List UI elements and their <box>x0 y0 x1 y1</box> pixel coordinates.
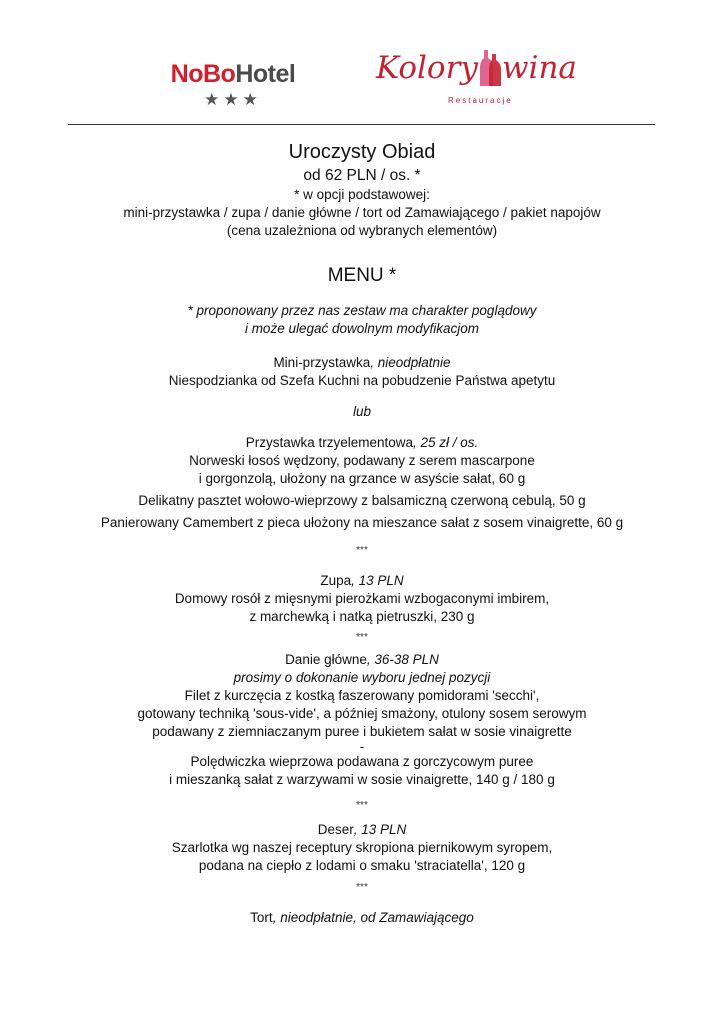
main-course-note: prosimy o dokonanie wyboru jednej pozycji <box>233 670 491 685</box>
logo-nobo-text: NoBo <box>170 60 236 88</box>
dessert-price: , 13 PLN <box>353 822 407 837</box>
logo-wina-text: wina <box>502 50 577 86</box>
soup-price: , 13 PLN <box>351 573 404 588</box>
cake-heading <box>0 909 724 927</box>
option-dash: - <box>359 739 365 754</box>
starter-name: Przystawka trzyelementowa <box>245 435 414 450</box>
dessert-desc-2: podana na ciepło z lodami o smaku 'straciatella', 120 g <box>198 858 526 873</box>
basic-option-items: mini-przystawka / zupa / danie główne / tort od Zamawiającego / pakiet napojów <box>123 205 601 220</box>
starter-item-1b: i gorgonzolą, ułożony na grzance w asyście sałat, 60 g <box>198 471 526 486</box>
soup-desc-1: Domowy rosół z mięsnymi pierożkami wzbogaconymi imbirem, <box>174 591 550 606</box>
basic-option-note: * w opcji podstawowej: <box>294 187 430 202</box>
dessert-heading <box>0 821 724 839</box>
soup-name: Zupa <box>320 573 352 588</box>
main-course-name: Danie główne <box>285 652 367 667</box>
dessert-desc-1: Szarlotka wg naszej receptury skropiona piernikowym syropem, <box>171 840 553 855</box>
or-divider: lub <box>352 404 371 419</box>
menu-disclaimer-1: * proponowany przez nas zestaw ma charakter poglądowy <box>187 303 537 318</box>
section-separator: *** <box>356 545 368 556</box>
starter-heading <box>0 434 724 452</box>
main-course-option-2b: i mieszanką sałat z warzywami w sosie vinaigrette, 140 g / 180 g <box>169 772 555 787</box>
page-title: Uroczysty Obiad <box>288 141 436 163</box>
mini-appetizer-desc: Niespodzianka od Szefa Kuchni na pobudzenie Państwa apetytu <box>168 373 556 388</box>
menu-disclaimer-2: i może ulegać dowolnym modyfikacjom <box>244 321 480 336</box>
kolory-wina-logo <box>376 44 577 110</box>
header-divider <box>68 124 655 125</box>
dessert-name: Deser <box>317 822 354 837</box>
logo-kolory-text: Kolory <box>376 50 478 86</box>
section-separator: *** <box>356 882 368 893</box>
soup-heading <box>0 572 724 590</box>
base-price: od 62 PLN / os. * <box>303 167 421 184</box>
logo-hotel-text: Hotel <box>235 60 296 88</box>
starter-item-3: Panierowany Camembert z pieca ułożony na mieszance sałat z sosem vinaigrette, 60 g <box>100 515 624 530</box>
logo-restauracje-text: Restauracje <box>448 96 513 105</box>
starter-price: , 25 zł / os. <box>413 435 479 450</box>
price-dependency-note: (cena uzależniona od wybranych elementów) <box>226 223 498 238</box>
main-course-option-2a: Polędwiczka wieprzowa podawana z gorczycowym puree <box>190 754 534 769</box>
main-course-heading <box>0 651 724 669</box>
main-course-option-1a: Filet z kurczęcia z kostką faszerowany pomidorami 'secchi', <box>184 688 540 703</box>
section-separator: *** <box>356 800 368 811</box>
starter-item-2: Delikatny pasztet wołowo-wieprzowy z balsamiczną czerwoną cebulą, 50 g <box>138 493 586 508</box>
wine-bottles-icon <box>478 48 504 88</box>
cake-price: , nieodpłatnie, od Zamawiającego <box>272 910 474 925</box>
mini-appetizer-price: , nieodpłatnie <box>370 355 451 370</box>
menu-title: MENU * <box>327 265 397 286</box>
cake-name: Tort <box>250 910 273 925</box>
main-course-option-1c: podawany z ziemniaczanym puree i bukietem sałat w sosie vinaigrette <box>152 724 572 739</box>
main-course-option-1b: gotowany techniką 'sous-vide', a później smażony, otulony sosem serowym <box>137 706 587 721</box>
mini-appetizer-name: Mini-przystawka <box>273 355 371 370</box>
main-course-price: , 36-38 PLN <box>366 652 439 667</box>
nobohotel-logo <box>158 60 308 109</box>
soup-desc-2: z marchewką i natką pietruszki, 230 g <box>249 609 475 624</box>
mini-appetizer-heading <box>0 354 724 372</box>
section-separator: *** <box>356 632 368 643</box>
stars-rating: ★★★ <box>204 90 262 109</box>
starter-item-1a: Norweski łosoś wędzony, podawany z serem mascarpone <box>189 453 535 468</box>
menu-content <box>0 138 724 927</box>
